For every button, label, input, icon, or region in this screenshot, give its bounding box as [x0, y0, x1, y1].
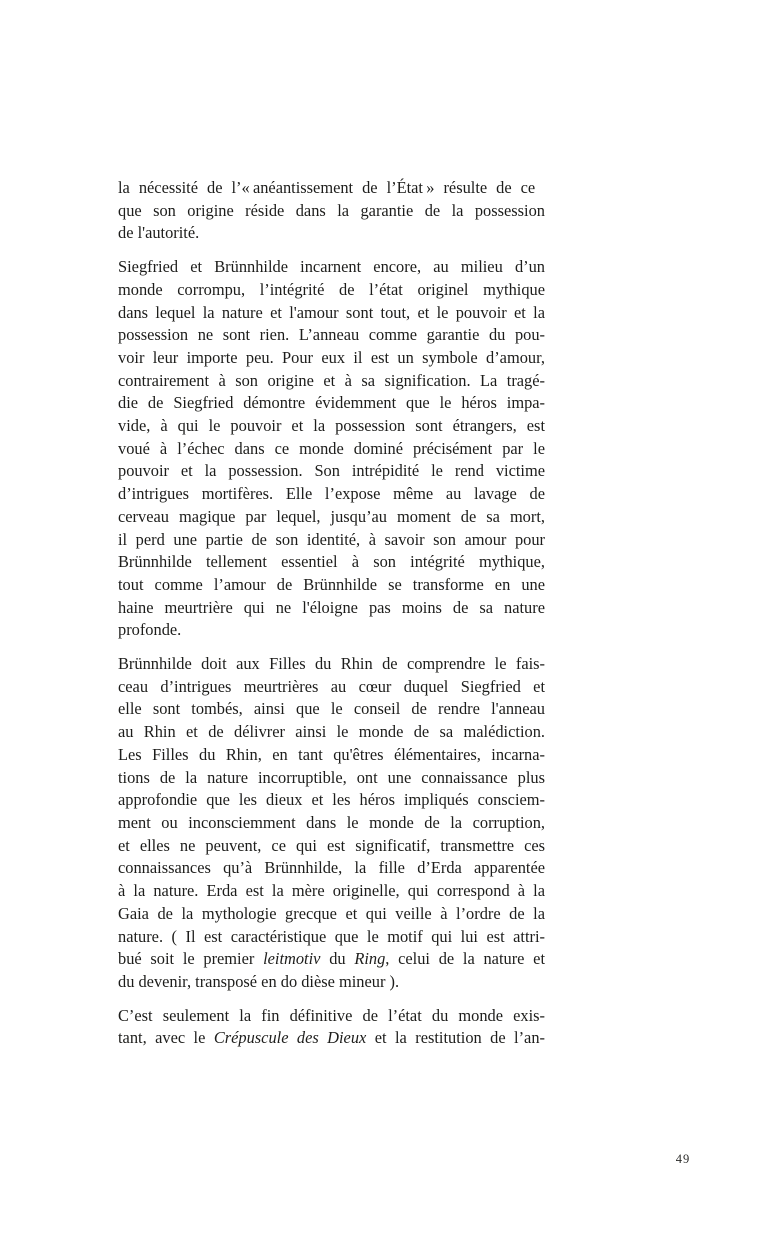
text-line [118, 857, 545, 880]
text-line-content: d’intrigues mortifères. Elle l’expose même au lavage de [118, 484, 545, 504]
text-line-content: voué à l’échec dans ce monde dominé précisément par le [118, 438, 545, 458]
text-line-content: contrairement à son origine et à sa signification. La tragé- [118, 370, 545, 390]
text-line-content: profonde. [118, 620, 182, 640]
text-line [118, 1005, 545, 1028]
text-line [118, 1027, 545, 1050]
text-line-content: Gaia de la mythologie grecque et qui veille à l’ordre de la [118, 903, 545, 923]
text-line [118, 574, 545, 597]
text-line [118, 653, 545, 676]
page-number: 49 [675, 1152, 691, 1166]
text-line [118, 177, 545, 200]
text-line [118, 302, 545, 325]
text-line-content: Siegfried et Brünnhilde incarnent encore, au milieu d’un [118, 257, 545, 277]
text-line-content: du devenir, transposé en do dièse mineur ). [118, 971, 400, 991]
text-line-content: tout comme l’amour de Brünnhilde se transforme en une [118, 574, 545, 594]
text-line-content: bué soit le premier leitmotiv du Ring, celui de la nature et [118, 949, 546, 969]
text-line-content: Les Filles du Rhin, en tant qu'êtres élémentaires, incarna- [118, 744, 545, 764]
text-line [118, 529, 545, 552]
text-line-content: dans lequel la nature et l'amour sont tout, et le pouvoir et la [118, 302, 545, 322]
text-line [118, 438, 545, 461]
text-line-content: que son origine réside dans la garantie de la possession [118, 200, 545, 220]
body-text [118, 177, 545, 1050]
text-line [118, 812, 545, 835]
text-line-content: possession ne sont rien. L’anneau comme garantie du pou- [118, 325, 545, 345]
text-line-content: cerveau magique par lequel, jusqu’au moment de sa mort, [118, 506, 545, 526]
text-line-content: et elles ne peuvent, ce qui est significatif, transmettre ces [118, 835, 545, 855]
text-line [118, 506, 545, 529]
text-line [118, 721, 545, 744]
text-line-content: C’est seulement la fin définitive de l’état du monde exis- [118, 1005, 545, 1025]
text-line-content: die de Siegfried démontre évidemment que le héros impa- [118, 393, 545, 413]
text-line [118, 744, 545, 767]
text-line-content: monde corrompu, l’intégrité de l’état originel mythique [118, 279, 545, 299]
text-line [118, 903, 545, 926]
text-line [118, 415, 545, 438]
text-line [118, 789, 545, 812]
paragraph [118, 1005, 545, 1050]
text-line-content: haine meurtrière qui ne l'éloigne pas moins de sa nature [118, 597, 545, 617]
text-line [118, 698, 545, 721]
text-line-content: Brünnhilde tellement essentiel à son intégrité mythique, [118, 552, 545, 572]
text-line-content: connaissances qu’à Brünnhilde, la fille d’Erda apparentée [118, 858, 545, 878]
text-line [118, 370, 545, 393]
text-line [118, 835, 545, 858]
text-line [118, 597, 545, 620]
text-line [118, 347, 545, 370]
text-line [118, 200, 545, 223]
text-line-content: la nécessité de l’« anéantissement de l’État » résulte de ce [118, 178, 536, 197]
text-line-content: au Rhin et de délivrer ainsi le monde de sa malédiction. [118, 722, 545, 742]
text-line-content: tant, avec le Crépuscule des Dieux et la restitution de l’an- [118, 1028, 545, 1048]
text-line [118, 619, 545, 642]
text-line [118, 483, 545, 506]
paragraph [118, 653, 545, 994]
text-line [118, 324, 545, 347]
text-line-content: ment ou inconsciemment dans le monde de la corruption, [118, 812, 545, 832]
text-line [118, 222, 545, 245]
paragraph [118, 256, 545, 642]
text-line [118, 256, 545, 279]
text-line-content: de l'autorité. [118, 223, 200, 243]
text-line [118, 676, 545, 699]
text-line [118, 460, 545, 483]
text-line-content: ceau d’intrigues meurtrières au cœur duquel Siegfried et [118, 676, 545, 696]
text-line-content: vide, à qui le pouvoir et la possession sont étrangers, est [118, 416, 545, 436]
text-line-content: elle sont tombés, ainsi que le conseil de rendre l'anneau [118, 699, 545, 719]
text-line-content: à la nature. Erda est la mère originelle, qui correspond à la [118, 881, 545, 901]
text-line-content: tions de la nature incorruptible, ont une connaissance plus [118, 767, 545, 787]
text-line-content: voir leur importe peu. Pour eux il est un symbole d’amour, [118, 347, 545, 367]
text-line [118, 948, 545, 971]
text-line [118, 926, 545, 949]
text-line-content: pouvoir et la possession. Son intrépidité le rend victime [118, 461, 545, 481]
text-line [118, 392, 545, 415]
text-line-content: il perd une partie de son identité, à savoir son amour pour [118, 529, 545, 549]
text-line-content: approfondie que les dieux et les héros impliqués consciem- [118, 790, 545, 810]
paragraph [118, 177, 545, 245]
text-line [118, 767, 545, 790]
text-line-content: nature. ( Il est caractéristique que le motif qui lui est attri- [118, 926, 545, 946]
text-line [118, 551, 545, 574]
text-line [118, 880, 545, 903]
text-line [118, 971, 545, 994]
text-line-content: Brünnhilde doit aux Filles du Rhin de comprendre le fais- [118, 654, 545, 674]
text-line [118, 279, 545, 302]
